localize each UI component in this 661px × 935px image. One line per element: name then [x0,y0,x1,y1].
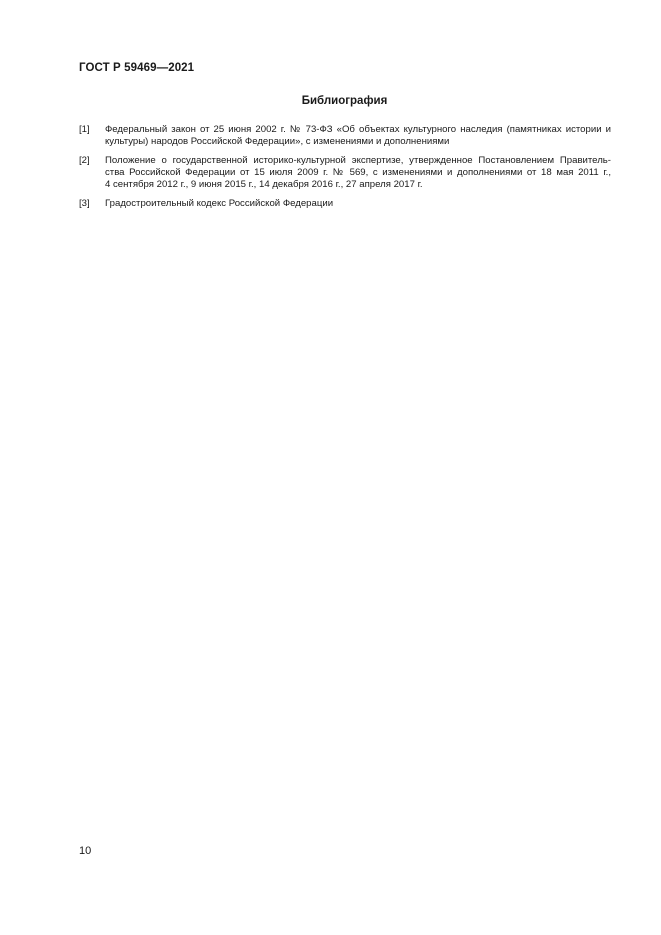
bibliography-entry [79,198,611,210]
entry-text-line: Федеральный закон от 25 июня 2002 г. № 73-ФЗ «Об объектах культурного наследия (памятниках истории и [105,124,611,135]
entry-number: [1] [79,124,90,135]
entry-text [105,155,611,191]
section-title: Библиография [301,95,388,107]
page-number: 10 [79,845,92,857]
entry-text [105,124,611,148]
entry-text-line: 4 сентября 2012 г., 9 июня 2015 г., 14 декабря 2016 г., 27 апреля 2017 г. [105,179,423,190]
entry-text-line: Градостроительный кодекс Российской Федерации [105,198,334,209]
bibliography-entry [79,155,611,191]
bibliography-list [79,124,611,217]
entry-number: [2] [79,155,90,166]
entry-text-line: культуры) народов Российской Федерации», с изменениями и дополнениями [105,136,450,147]
entry-text [105,198,611,210]
entry-text-line: ства Российской Федерации от 15 июля 2009 г. № 569, с изменениями и дополнениями от 18 мая 2011 г., [105,167,611,178]
bibliography-entry [79,124,611,148]
document-code-header: ГОСТ Р 59469—2021 [79,62,195,74]
entry-number: [3] [79,198,90,209]
entry-text-line: Положение о государственной историко-культурной экспертизе, утвержденное Постановлением Правитель- [105,155,611,166]
